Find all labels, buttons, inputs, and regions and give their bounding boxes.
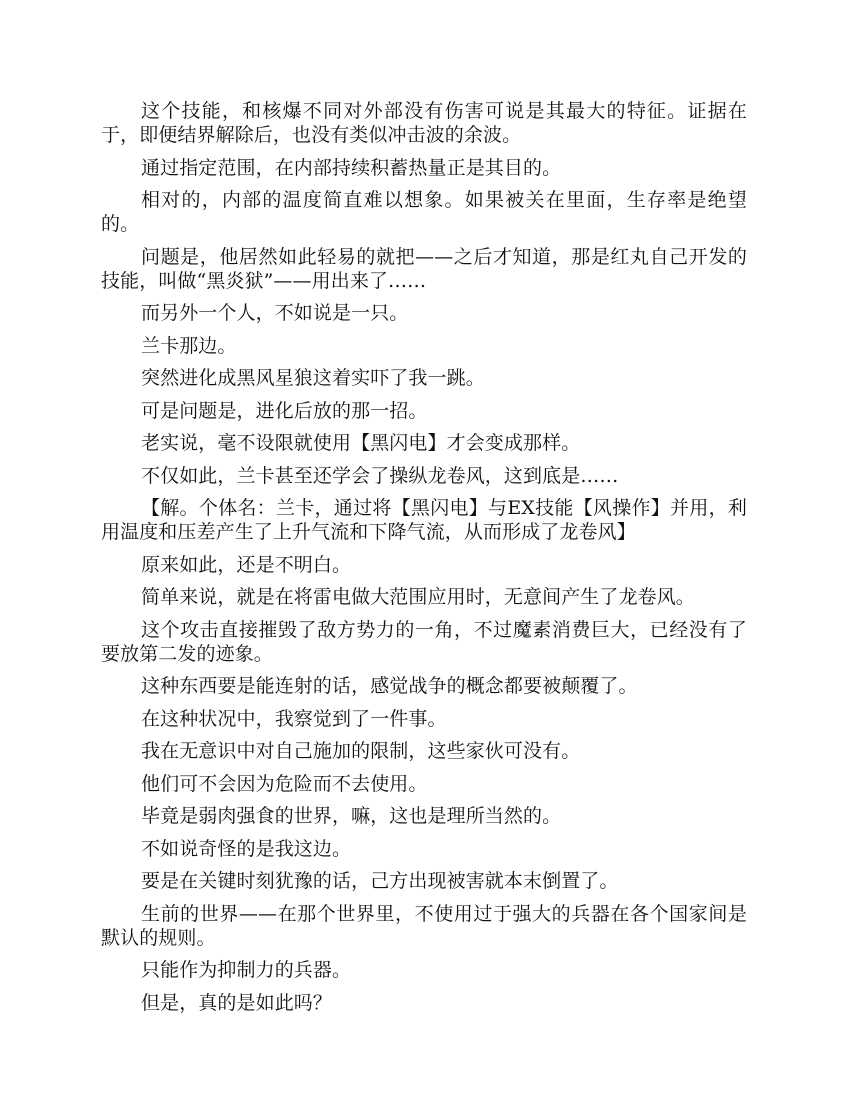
paragraph-5: 而另外一个人，不如说是一只。 [141, 302, 409, 324]
paragraph-24: 但是，真的是如此吗？ [141, 991, 333, 1014]
paragraph-3: 相对的，内部的温度简直难以想象。如果被关在里面，生存率是绝望的。 [101, 189, 747, 235]
paragraph-16: 在这种状况中，我察觉到了一件事。 [141, 707, 447, 730]
document-page [101, 99, 747, 1023]
paragraph-23: 只能作为抑制力的兵器。 [141, 959, 352, 981]
paragraph-18: 他们可不会因为危险而不去使用。 [141, 772, 428, 795]
paragraph-13: 简单来说，就是在将雷电做大范围应用时，无意间产生了龙卷风。 [141, 586, 695, 608]
paragraph-12: 原来如此，还是不明白。 [141, 553, 352, 576]
paragraph-1: 这个技能，和核爆不同对外部没有伤害可说是其最大的特征。证据在于，即便结界解除后，也没有类似冲击波的余波。 [101, 100, 747, 146]
paragraph-6: 兰卡那边。 [141, 334, 237, 357]
paragraph-22: 生前的世界——在那个世界里，不使用过于强大的兵器在各个国家间是默认的规则。 [101, 902, 747, 949]
paragraph-14: 这个攻击直接摧毁了敌方势力的一角，不过魔素消费巨大，已经没有了要放第二发的迹象。 [101, 618, 747, 665]
paragraph-11: 【解。个体名：兰卡，通过将【黑闪电】与EX技能【风操作】并用，利用温度和压差产生了上升气流和下降气流，从而形成了龙卷风】 [101, 497, 747, 543]
paragraph-9: 老实说，毫不设限就使用【黑闪电】才会变成那样。 [141, 432, 581, 454]
paragraph-20: 不如说奇怪的是我这边。 [141, 837, 352, 860]
paragraph-19: 毕竟是弱肉强食的世界，嘛，这也是理所当然的。 [141, 805, 562, 827]
paragraph-15: 这种东西要是能连射的话，感觉战争的概念都要被颠覆了。 [141, 675, 638, 697]
paragraph-17: 我在无意识中对自己施加的限制，这些家伙可没有。 [141, 740, 581, 762]
paragraph-2: 通过指定范围，在内部持续积蓄热量正是其目的。 [141, 156, 562, 179]
paragraph-4: 问题是，他居然如此轻易的就把——之后才知道，那是红丸自己开发的技能，叫做“黑炎狱”——用出来了…… [101, 245, 747, 292]
paragraph-10: 不仅如此，兰卡甚至还学会了操纵龙卷风，这到底是…… [141, 464, 619, 487]
paragraph-21: 要是在关键时刻犹豫的话，己方出现被害就本末倒置了。 [141, 870, 619, 892]
paragraph-8: 可是问题是，进化后放的那一招。 [141, 399, 428, 422]
paragraph-7: 突然进化成黑风星狼这着实吓了我一跳。 [141, 367, 485, 389]
